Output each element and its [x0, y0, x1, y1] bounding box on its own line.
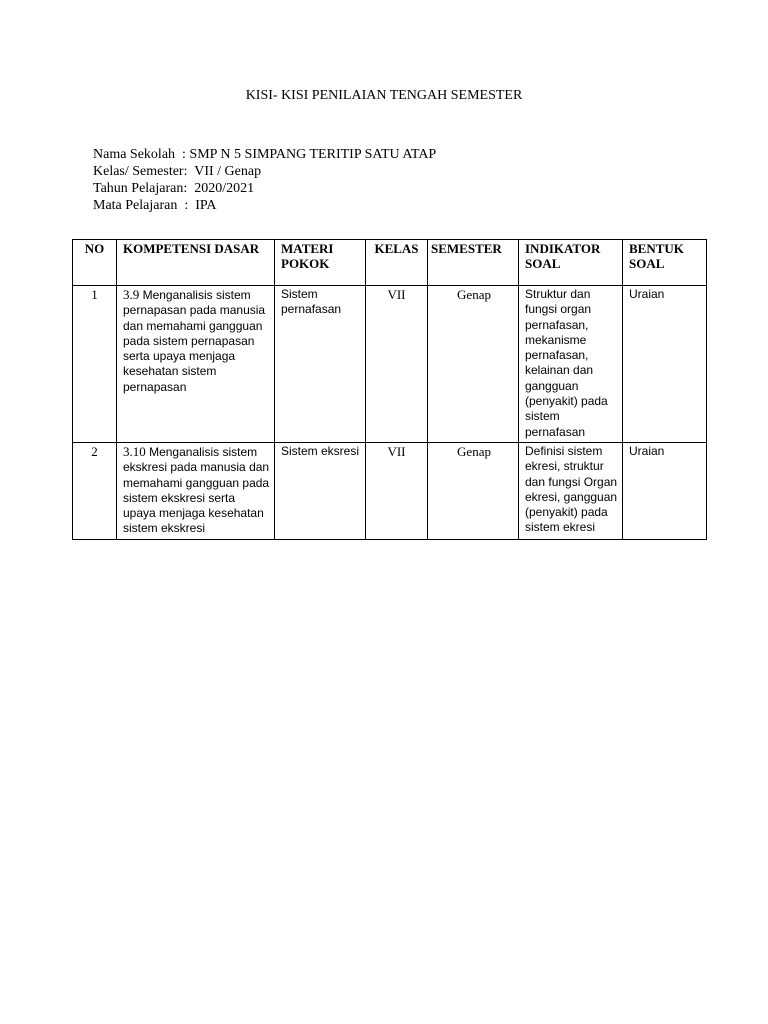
table-header-row — [73, 240, 707, 286]
cell-kelas: VII — [366, 286, 428, 443]
info-label: Kelas/ Semester — [93, 164, 184, 179]
info-value: SMP N 5 SIMPANG TERITIP SATU ATAP — [189, 147, 437, 162]
cell-kelas: VII — [366, 442, 428, 539]
header-kelas: KELAS — [366, 240, 428, 286]
header-semester: SEMESTER — [428, 240, 519, 286]
document-title: KISI- KISI PENILAIAN TENGAH SEMESTER — [245, 88, 523, 103]
header-bentuk-soal: BENTUK SOAL — [623, 240, 707, 286]
document-info — [93, 146, 436, 214]
info-label: Tahun Pelajaran — [93, 181, 184, 196]
cell-bentuk-soal: Uraian — [623, 442, 707, 539]
kd-text: Menganalisis sistem pernapasan pada manusia dan memahami gangguan pada sistem pernapasan serta upaya menjaga kesehatan sistem pernapasan — [123, 288, 266, 394]
header-indikator-soal: INDIKATOR SOAL — [519, 240, 623, 286]
cell-materi-pokok: Sistem pernafasan — [275, 286, 366, 443]
info-value: IPA — [195, 198, 217, 213]
cell-indikator-soal: Definisi sistem ekresi, struktur dan fungsi Organ ekresi, gangguan (penyakit) pada sistem ekresi — [519, 442, 623, 539]
info-label: Mata Pelajaran — [93, 198, 178, 213]
info-separator: : — [177, 198, 196, 213]
info-separator: : — [175, 147, 190, 162]
kd-number: 3.10 — [123, 443, 146, 459]
cell-materi-pokok: Sistem eksresi — [275, 442, 366, 539]
kd-number: 3.9 — [123, 287, 140, 302]
info-label: Nama Sekolah — [93, 147, 176, 162]
info-row-subject — [93, 197, 436, 214]
table-row — [73, 286, 707, 443]
cell-no: 1 — [73, 286, 117, 443]
info-row-year — [93, 180, 436, 197]
info-value: VII / Genap — [194, 164, 262, 179]
cell-bentuk-soal: Uraian — [623, 286, 707, 443]
info-value: 2020/2021 — [194, 181, 255, 196]
table-row — [73, 442, 707, 539]
info-separator: : — [183, 164, 195, 179]
cell-no: 2 — [73, 442, 117, 539]
kisi-kisi-table — [72, 239, 707, 540]
cell-semester: Genap — [428, 442, 519, 539]
kd-text: Menganalisis sistem ekskresi pada manusia dan memahami gangguan pada sistem ekskresi serta upaya menjaga kesehatan sistem ekskresi — [123, 444, 270, 536]
info-separator: : — [183, 181, 195, 196]
header-no: NO — [73, 240, 117, 286]
info-row-class-semester — [93, 163, 436, 180]
cell-indikator-soal: Struktur dan fungsi organ pernafasan, mekanisme pernafasan, kelainan dan gangguan (penyakit) pada sistem pernafasan — [519, 286, 623, 443]
cell-kompetensi-dasar — [117, 442, 275, 539]
header-materi-pokok: MATERI POKOK — [275, 240, 366, 286]
cell-semester: Genap — [428, 286, 519, 443]
header-kompetensi-dasar: KOMPETENSI DASAR — [117, 240, 275, 286]
info-row-school — [93, 146, 436, 163]
cell-kompetensi-dasar — [117, 286, 275, 443]
